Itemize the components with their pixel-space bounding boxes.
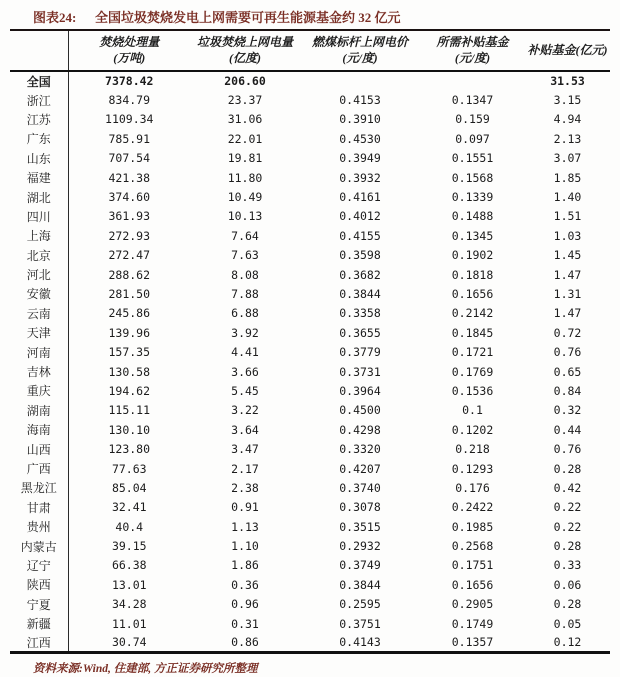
value-cell: 0.1845 bbox=[451, 325, 494, 340]
region-cell: 云南 bbox=[10, 304, 68, 323]
value-cell: 0.4298 bbox=[339, 422, 381, 437]
value-cell: 7.88 bbox=[231, 286, 259, 301]
header-subsidy-fund bbox=[525, 31, 610, 71]
value-cell: 66.38 bbox=[111, 558, 147, 573]
region-cell: 北京 bbox=[10, 246, 68, 265]
table-row bbox=[10, 226, 610, 245]
table-row bbox=[10, 575, 610, 594]
value-cell: 1.85 bbox=[553, 170, 582, 185]
value-cell: 0.06 bbox=[553, 577, 582, 592]
value-cell: 0.44 bbox=[553, 422, 582, 437]
value-cell: 0.3740 bbox=[339, 480, 381, 495]
value-cell: 85.04 bbox=[111, 480, 147, 495]
value-cell: 0.1985 bbox=[451, 519, 494, 534]
value-cell: 10.13 bbox=[227, 209, 263, 224]
value-cell: 0.1536 bbox=[451, 383, 494, 398]
value-cell: 3.66 bbox=[231, 364, 259, 379]
value-cell: 0.91 bbox=[231, 500, 259, 515]
value-cell bbox=[420, 71, 525, 90]
value-cell: 13.01 bbox=[111, 577, 147, 592]
table-row bbox=[10, 90, 610, 109]
value-cell: 3.07 bbox=[553, 151, 582, 166]
table-row bbox=[10, 323, 610, 342]
header-line1: 垃圾焚烧上网电量 bbox=[196, 34, 293, 49]
value-cell: 1.10 bbox=[231, 539, 259, 554]
value-cell bbox=[300, 71, 420, 90]
value-cell: 0.4207 bbox=[339, 461, 381, 476]
value-cell: 0.72 bbox=[553, 325, 582, 340]
table-row bbox=[10, 614, 610, 633]
table-header bbox=[10, 31, 610, 71]
table-row bbox=[10, 71, 610, 90]
value-cell: 0.1339 bbox=[451, 190, 494, 205]
value-cell: 0.1568 bbox=[451, 170, 494, 185]
value-cell: 0.36 bbox=[231, 577, 259, 592]
value-cell: 206.60 bbox=[224, 74, 266, 89]
table-row bbox=[10, 439, 610, 458]
value-cell: 0.3964 bbox=[339, 383, 381, 398]
region-cell: 江苏 bbox=[10, 110, 68, 129]
value-cell: 1.45 bbox=[553, 248, 582, 263]
value-cell: 130.58 bbox=[108, 364, 151, 379]
region-cell: 山东 bbox=[10, 149, 68, 168]
value-cell: 3.92 bbox=[231, 325, 259, 340]
value-cell: 31.53 bbox=[550, 74, 585, 89]
figure-caption bbox=[10, 0, 610, 29]
value-cell: 785.91 bbox=[108, 131, 151, 146]
value-cell: 130.10 bbox=[108, 422, 151, 437]
header-grid-electricity bbox=[190, 31, 300, 71]
table-row bbox=[10, 420, 610, 439]
value-cell: 0.176 bbox=[455, 480, 490, 495]
value-cell: 0.1 bbox=[462, 403, 483, 418]
value-cell: 0.1902 bbox=[451, 248, 494, 263]
value-cell: 194.62 bbox=[108, 383, 151, 398]
value-cell: 3.15 bbox=[553, 93, 582, 108]
region-cell: 重庆 bbox=[10, 381, 68, 400]
value-cell: 0.84 bbox=[553, 383, 582, 398]
value-cell: 1109.34 bbox=[105, 112, 154, 127]
region-cell: 浙江 bbox=[10, 90, 68, 109]
value-cell: 0.12 bbox=[553, 635, 582, 650]
value-cell: 0.1656 bbox=[451, 577, 494, 592]
value-cell: 0.76 bbox=[553, 345, 582, 360]
region-cell: 四川 bbox=[10, 207, 68, 226]
table-row bbox=[10, 362, 610, 381]
value-cell: 0.218 bbox=[455, 442, 490, 457]
value-cell: 272.93 bbox=[108, 228, 151, 243]
value-cell: 0.1721 bbox=[451, 345, 494, 360]
value-cell: 30.74 bbox=[111, 635, 147, 650]
table-row bbox=[10, 633, 610, 652]
value-cell: 2.38 bbox=[231, 480, 259, 495]
region-cell: 新疆 bbox=[10, 614, 68, 633]
value-cell: 0.76 bbox=[553, 442, 582, 457]
region-cell: 湖南 bbox=[10, 401, 68, 420]
table-row bbox=[10, 187, 610, 206]
value-cell: 0.1345 bbox=[451, 228, 494, 243]
value-cell: 11.01 bbox=[111, 616, 147, 631]
region-cell: 广东 bbox=[10, 129, 68, 148]
value-cell: 11.80 bbox=[227, 170, 263, 185]
value-cell: 4.41 bbox=[231, 345, 259, 360]
value-cell: 1.13 bbox=[231, 519, 259, 534]
value-cell: 7.63 bbox=[231, 248, 259, 263]
region-cell: 广西 bbox=[10, 459, 68, 478]
table-body bbox=[10, 71, 610, 653]
value-cell: 0.3515 bbox=[339, 519, 381, 534]
value-cell: 0.3844 bbox=[339, 577, 381, 592]
table-row bbox=[10, 149, 610, 168]
value-cell: 0.4012 bbox=[339, 209, 381, 224]
value-cell: 0.2568 bbox=[451, 539, 494, 554]
value-cell: 0.32 bbox=[553, 403, 582, 418]
value-cell: 0.3598 bbox=[339, 248, 381, 263]
region-cell: 全国 bbox=[10, 71, 68, 90]
value-cell: 0.3655 bbox=[339, 325, 381, 340]
header-line2: (元/度) bbox=[454, 50, 491, 65]
value-cell: 34.28 bbox=[111, 597, 147, 612]
value-cell: 0.3358 bbox=[339, 306, 381, 321]
value-cell: 0.3844 bbox=[339, 286, 381, 301]
value-cell: 288.62 bbox=[108, 267, 151, 282]
value-cell: 0.28 bbox=[553, 597, 582, 612]
value-cell: 31.06 bbox=[227, 112, 263, 127]
value-cell: 77.63 bbox=[111, 461, 147, 476]
value-cell: 0.86 bbox=[231, 635, 259, 650]
value-cell: 0.1488 bbox=[451, 209, 494, 224]
value-cell: 834.79 bbox=[108, 93, 151, 108]
region-cell: 宁夏 bbox=[10, 595, 68, 614]
header-incineration-volume bbox=[68, 31, 190, 71]
value-cell: 0.33 bbox=[553, 558, 582, 573]
value-cell: 3.22 bbox=[231, 403, 259, 418]
header-line2: (万吨) bbox=[113, 50, 146, 65]
value-cell: 39.15 bbox=[111, 539, 147, 554]
value-cell: 0.4161 bbox=[339, 190, 381, 205]
region-cell: 安徽 bbox=[10, 284, 68, 303]
value-cell: 115.11 bbox=[108, 403, 151, 418]
value-cell: 1.31 bbox=[553, 286, 582, 301]
value-cell: 0.3320 bbox=[339, 442, 381, 457]
region-cell: 内蒙古 bbox=[10, 536, 68, 555]
source-note: 资料来源:Wind, 住建部, 方正证券研究所整理 bbox=[33, 663, 258, 676]
value-cell: 6.88 bbox=[231, 306, 259, 321]
value-cell: 0.3949 bbox=[339, 151, 381, 166]
region-cell: 河北 bbox=[10, 265, 68, 284]
table-row bbox=[10, 207, 610, 226]
value-cell: 0.05 bbox=[553, 616, 582, 631]
figure-label: 图表24: bbox=[33, 10, 77, 25]
region-cell: 海南 bbox=[10, 420, 68, 439]
value-cell: 0.3751 bbox=[339, 616, 381, 631]
value-cell: 0.097 bbox=[455, 131, 490, 146]
value-cell: 7378.42 bbox=[105, 74, 154, 89]
table-row bbox=[10, 265, 610, 284]
value-cell: 0.96 bbox=[231, 597, 259, 612]
value-cell: 23.37 bbox=[227, 93, 263, 108]
value-cell: 0.65 bbox=[553, 364, 582, 379]
value-cell: 8.08 bbox=[231, 267, 259, 282]
table-row bbox=[10, 459, 610, 478]
region-cell: 黑龙江 bbox=[10, 478, 68, 497]
value-cell: 0.1656 bbox=[451, 286, 494, 301]
value-cell: 0.3910 bbox=[339, 112, 381, 127]
header-line2: (亿度) bbox=[229, 50, 261, 65]
region-cell: 吉林 bbox=[10, 362, 68, 381]
value-cell: 1.47 bbox=[553, 306, 582, 321]
value-cell: 0.4530 bbox=[339, 131, 381, 146]
table-row bbox=[10, 556, 610, 575]
value-cell: 361.93 bbox=[108, 209, 151, 224]
table-row bbox=[10, 517, 610, 536]
value-cell: 281.50 bbox=[108, 286, 151, 301]
value-cell: 0.2142 bbox=[451, 306, 494, 321]
value-cell: 1.47 bbox=[553, 267, 582, 282]
value-cell: 19.81 bbox=[227, 151, 263, 166]
figure-title: 全国垃圾焚烧发电上网需要可再生能源基金约 32 亿元 bbox=[95, 10, 401, 25]
value-cell: 1.51 bbox=[553, 209, 582, 224]
value-cell: 7.64 bbox=[231, 228, 259, 243]
table-row bbox=[10, 536, 610, 555]
table-row bbox=[10, 110, 610, 129]
region-cell: 河南 bbox=[10, 342, 68, 361]
region-cell: 湖北 bbox=[10, 187, 68, 206]
value-cell: 0.1202 bbox=[451, 422, 494, 437]
region-cell: 上海 bbox=[10, 226, 68, 245]
value-cell: 0.1749 bbox=[451, 616, 494, 631]
value-cell: 1.40 bbox=[553, 190, 582, 205]
value-cell: 0.1751 bbox=[451, 558, 494, 573]
value-cell: 2.13 bbox=[553, 131, 582, 146]
value-cell: 22.01 bbox=[227, 131, 263, 146]
header-region bbox=[10, 31, 68, 71]
table-row bbox=[10, 498, 610, 517]
value-cell: 0.3731 bbox=[339, 364, 381, 379]
value-cell: 707.54 bbox=[108, 151, 151, 166]
value-cell: 0.1293 bbox=[451, 461, 494, 476]
table-row bbox=[10, 284, 610, 303]
value-cell: 1.03 bbox=[553, 228, 582, 243]
value-cell: 374.60 bbox=[108, 190, 151, 205]
table-row bbox=[10, 401, 610, 420]
value-cell: 0.31 bbox=[231, 616, 259, 631]
region-cell: 山西 bbox=[10, 439, 68, 458]
region-cell: 天津 bbox=[10, 323, 68, 342]
value-cell: 1.86 bbox=[231, 558, 259, 573]
value-cell: 0.22 bbox=[553, 519, 582, 534]
value-cell: 0.4153 bbox=[339, 93, 381, 108]
value-cell: 0.42 bbox=[553, 480, 582, 495]
region-cell: 辽宁 bbox=[10, 556, 68, 575]
value-cell: 0.1818 bbox=[451, 267, 494, 282]
header-line1: 焚烧处理量 bbox=[99, 34, 160, 49]
value-cell: 0.1357 bbox=[451, 635, 494, 650]
value-cell: 40.4 bbox=[115, 519, 144, 534]
region-cell: 陕西 bbox=[10, 575, 68, 594]
value-cell: 0.22 bbox=[553, 500, 582, 515]
value-cell: 123.80 bbox=[108, 442, 151, 457]
value-cell: 0.3749 bbox=[339, 558, 381, 573]
value-cell: 3.47 bbox=[231, 442, 259, 457]
value-cell: 4.94 bbox=[553, 112, 582, 127]
value-cell: 2.17 bbox=[231, 461, 259, 476]
value-cell: 0.28 bbox=[553, 539, 582, 554]
table-row bbox=[10, 381, 610, 400]
value-cell: 0.3779 bbox=[339, 345, 381, 360]
table-row bbox=[10, 168, 610, 187]
value-cell: 157.35 bbox=[108, 345, 151, 360]
value-cell: 139.96 bbox=[108, 325, 151, 340]
value-cell: 0.2422 bbox=[451, 500, 494, 515]
value-cell: 0.3682 bbox=[339, 267, 381, 282]
value-cell: 0.3078 bbox=[339, 500, 381, 515]
value-cell: 421.38 bbox=[108, 170, 151, 185]
header-line1: 燃煤标杆上网电价 bbox=[311, 34, 408, 49]
region-cell: 福建 bbox=[10, 168, 68, 187]
value-cell: 0.28 bbox=[553, 461, 582, 476]
region-cell: 江西 bbox=[10, 633, 68, 652]
value-cell: 0.2595 bbox=[339, 597, 381, 612]
region-cell: 甘肃 bbox=[10, 498, 68, 517]
table-row bbox=[10, 304, 610, 323]
value-cell: 245.86 bbox=[108, 306, 151, 321]
region-cell: 贵州 bbox=[10, 517, 68, 536]
table-row bbox=[10, 478, 610, 497]
header-line2: (元/度) bbox=[342, 50, 378, 65]
value-cell: 0.4500 bbox=[339, 403, 381, 418]
value-cell: 3.64 bbox=[231, 422, 259, 437]
value-cell: 0.2905 bbox=[451, 597, 494, 612]
value-cell: 272.47 bbox=[108, 248, 151, 263]
table-row bbox=[10, 246, 610, 265]
data-table bbox=[10, 31, 610, 654]
value-cell: 0.4155 bbox=[339, 228, 381, 243]
value-cell: 32.41 bbox=[111, 500, 147, 515]
value-cell: 0.159 bbox=[455, 112, 490, 127]
table-row bbox=[10, 342, 610, 361]
value-cell: 0.1769 bbox=[451, 364, 494, 379]
table-row bbox=[10, 595, 610, 614]
value-cell: 0.1347 bbox=[451, 93, 494, 108]
header-row bbox=[10, 31, 610, 71]
value-cell: 10.49 bbox=[227, 190, 263, 205]
header-coal-benchmark-price bbox=[300, 31, 420, 71]
value-cell: 0.4143 bbox=[339, 635, 381, 650]
value-cell: 0.1551 bbox=[451, 151, 494, 166]
header-line1: 补贴基金(亿元) bbox=[527, 42, 608, 57]
header-line1: 所需补贴基金 bbox=[436, 34, 509, 49]
header-subsidy-needed bbox=[420, 31, 525, 71]
value-cell: 5.45 bbox=[231, 383, 259, 398]
value-cell: 0.3932 bbox=[339, 170, 381, 185]
table-row bbox=[10, 129, 610, 148]
value-cell: 0.2932 bbox=[339, 539, 381, 554]
